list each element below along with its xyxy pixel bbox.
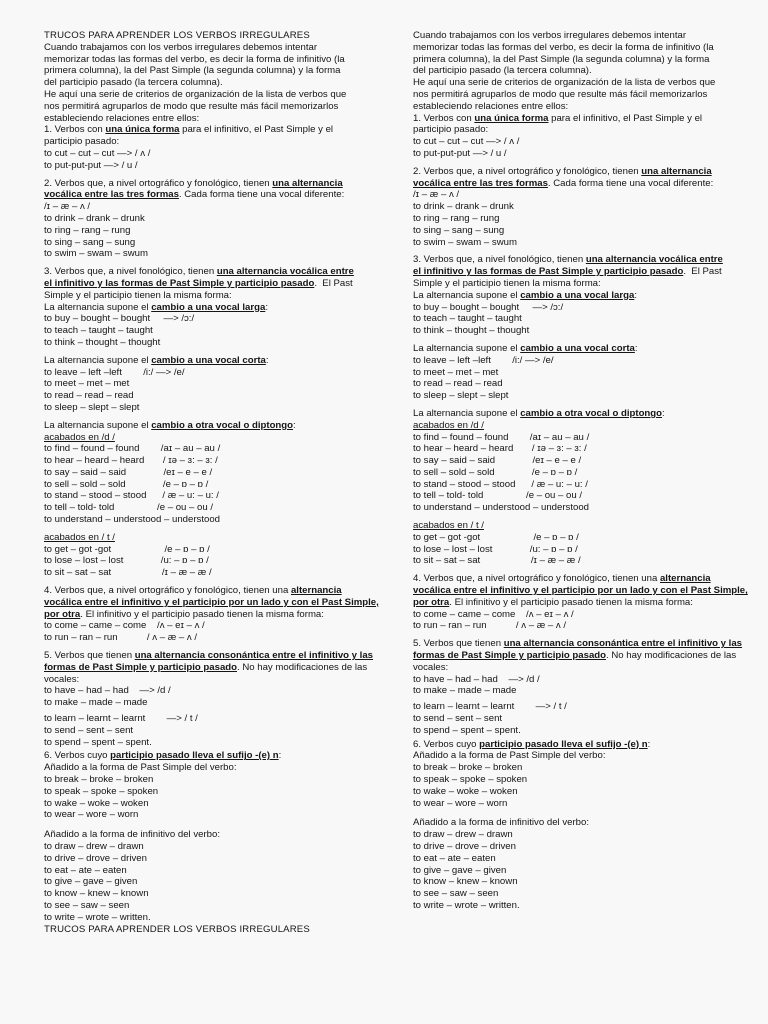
verb-line: to leave – left –left /i:/ —> /e/ [44, 366, 185, 378]
keyword: formas de Past Simple y participio pasado [413, 650, 606, 662]
intro-line: He aquí una serie de criterios de organización de la lista de verbos que [44, 88, 347, 100]
verb-line: to wake – woke – woken [413, 785, 518, 797]
verb-line: to come – came – come /ʌ – eɪ – ʌ / [44, 620, 205, 632]
text: : [634, 289, 637, 301]
verb-line: to run – ran – run / ʌ – æ – ʌ / [413, 620, 567, 632]
intro-line: estableciendo relaciones entre ellos: [413, 100, 569, 112]
verb-line: to drive – drove – driven [413, 841, 516, 852]
text: . Cada forma tiene una vocal diferente: [547, 177, 714, 189]
column-right [413, 30, 761, 912]
keyword: vocálica entre las tres formas [44, 189, 179, 201]
section-4-line2: vocálica entre el infinitivo y el participio por un lado y con el Past Simple, [413, 585, 748, 597]
verb-line: to stand – stood – stood / æ – u: – u: / [44, 490, 219, 502]
section-5-line3: vocales: [44, 673, 80, 685]
verb-line: to teach – taught – taught [413, 313, 522, 325]
section-5-line3: vocales: [413, 661, 449, 673]
section-4-heading [413, 573, 761, 585]
text: : [662, 407, 665, 419]
verb-line: to hear – heard – heard / ɪə – ɜ: – ɜ: / [44, 455, 218, 467]
intro-line: nos permitirá agruparlos de modo que resulte más fácil memorizarlos [44, 100, 339, 112]
verb-line: to say – said – said /eɪ – e – e / [44, 466, 213, 478]
verb-line: to get – got -got /e – ɒ – ɒ / [44, 543, 210, 555]
verb-line: to put-put-put —> / u / [413, 147, 507, 159]
verb-line: to meet – met – met [44, 378, 130, 390]
verb-line: to have – had – had —> /d / [44, 685, 171, 697]
keyword: cambio a otra vocal o diptongo [151, 419, 294, 431]
keyword: una única forma [105, 124, 180, 136]
verb-line: to meet – met – met [413, 366, 499, 378]
verb-line: to speak – spoke – spoken [413, 774, 528, 786]
verb-line: to draw – drew – drawn [413, 829, 513, 841]
keyword: alternancia [290, 585, 342, 597]
intro-line: Cuando trabajamos con los verbos irregulares debemos intentar [44, 41, 318, 53]
section-1-line2: participio pasado: [44, 136, 120, 148]
keyword: participio pasado lleva el sufijo -(e) n [110, 750, 279, 762]
section-number: 3. [44, 266, 53, 278]
keyword: una única forma [474, 112, 549, 124]
verb-line: to sell – sold – sold /e – ɒ – ɒ / [413, 466, 578, 478]
section-number: 4. [413, 573, 422, 585]
verb-line: to find – found – found /aɪ – au – au / [44, 443, 221, 455]
keyword: cambio a una vocal larga [520, 289, 635, 301]
text: Verbos cuyo [52, 750, 111, 762]
intro-line: nos permitirá agruparlos de modo que resulte más fácil memorizarlos [413, 88, 708, 100]
keyword: el infinitivo y las formas de Past Simple y participio pasado [413, 266, 684, 278]
verb-line: to say – said – said /eɪ – e – e / [413, 455, 582, 467]
spacer [44, 821, 392, 829]
document-title: TRUCOS PARA APRENDER LOS VERBOS IRREGULARES [44, 30, 310, 41]
verb-line: to eat – ate – eaten [44, 864, 127, 876]
verb-line: to sleep – slept – slept [44, 401, 140, 413]
section-3-line2 [44, 278, 392, 290]
section-number: 2. [413, 165, 422, 177]
subheading-infinitive: Añadido a la forma de infinitivo del verbo: [413, 817, 589, 829]
subheading-past: Añadido a la forma de Past Simple del verbo: [44, 762, 237, 774]
verb-line: to send – sent – sent [44, 724, 134, 736]
text: Verbos con [421, 112, 475, 124]
verb-line: to give – gave – given [413, 864, 507, 876]
keyword: formas de Past Simple y participio pasado [44, 661, 237, 673]
verb-line: to make – made – made [413, 685, 517, 697]
verb-line: to wake – woke – woken [44, 797, 149, 809]
verb-line: to get – got -got /e – ɒ – ɒ / [413, 531, 579, 543]
verb-line: to tell – told- told /e – ou – ou / [413, 490, 583, 502]
intro-line: memorizar todas las formas del verbo, es decir la forma de infinitivo (la [413, 41, 714, 53]
verb-line: to wear – wore – worn [44, 809, 139, 821]
ending-d-heading: acabados en /d / [44, 431, 115, 443]
vowel-long-heading [44, 302, 392, 314]
section-3-line3: Simple y el participio tienen la misma forma: [413, 277, 601, 289]
text: La alternancia supone el [413, 289, 521, 301]
keyword: vocálica entre las tres formas [413, 177, 548, 189]
verb-line: to cut – cut – cut —> / ʌ / [44, 147, 151, 159]
text: Verbos que, a nivel ortográfico y fonológico, tienen [421, 165, 642, 177]
text: Verbos cuyo [421, 738, 480, 750]
text: : [278, 750, 282, 762]
verb-line: to ring – rang – rung [44, 224, 131, 236]
verb-line: to tell – told- told /e – ou – ou / [44, 502, 214, 514]
verb-line: to lose – lost – lost /u: – ɒ – ɒ / [413, 543, 578, 555]
verb-line: to stand – stood – stood / æ – u: – u: / [413, 478, 588, 490]
text: : [265, 301, 268, 313]
section-2-heading [44, 178, 392, 190]
verb-line: to drink – drank – drunk [413, 201, 514, 213]
section-number: 6. [413, 738, 422, 750]
keyword: una alternancia vocálica entre [216, 266, 354, 278]
section-1-line2: participio pasado: [413, 124, 489, 136]
intro-line: primera columna), la del Past Simple (la segunda columna) y la forma [44, 65, 341, 77]
text: Verbos que, a nivel fonológico, tienen [421, 254, 586, 266]
text: : [293, 419, 296, 431]
verb-line: to have – had – had —> /d / [413, 673, 540, 685]
section-number: 3. [413, 254, 422, 266]
verb-line: to leave – left –left /i:/ —> /e/ [413, 354, 554, 366]
text: . El Past [314, 277, 353, 289]
vowel-short-heading [44, 355, 392, 367]
verb-line: to make – made – made [44, 697, 148, 709]
text: . El infinitivo y el participio pasado tienen la misma forma: [449, 596, 693, 608]
verb-line: to write – wrote – written. [413, 899, 520, 911]
section-1-heading [413, 113, 761, 125]
text: . No hay modificaciones de las [606, 650, 737, 662]
keyword: una alternancia [272, 177, 343, 189]
section-number: 5. [413, 638, 422, 650]
text: Verbos que, a nivel fonológico, tienen [52, 266, 217, 278]
verb-line: to lose – lost – lost /u: – ɒ – ɒ / [44, 555, 209, 567]
verb-line: to give – gave – given [44, 876, 138, 888]
section-3-line3: Simple y el participio tienen la misma forma: [44, 289, 232, 301]
verb-line: to send – sent – sent [413, 713, 503, 725]
verb-line: to wear – wore – worn [413, 797, 508, 809]
vowel-long-heading [413, 290, 761, 302]
verb-line: to spend – spent – spent. [413, 724, 521, 736]
diphthong-heading [413, 408, 761, 420]
intro-line: Cuando trabajamos con los verbos irregulares debemos intentar [413, 30, 687, 41]
keyword: una alternancia vocálica entre [585, 254, 723, 266]
verb-line: to break – broke – broken [44, 774, 154, 786]
verb-line: to ring – rang – rung [413, 212, 500, 224]
text: Verbos que tienen [52, 650, 135, 662]
section-5-line2 [413, 650, 761, 662]
verb-line: to eat – ate – eaten [413, 852, 496, 864]
keyword: una alternancia consonántica entre el infinitivo y las [134, 650, 374, 662]
column-left [44, 30, 392, 935]
section-6-heading [44, 750, 392, 762]
verb-line: /ɪ – æ – ʌ / [44, 201, 91, 213]
verb-line: to learn – learnt – learnt —> / t / [44, 713, 198, 725]
keyword: cambio a una vocal larga [151, 301, 266, 313]
verb-line: to sing – sang – sung [44, 236, 136, 248]
verb-line: to think – thought – thought [44, 336, 161, 348]
vowel-short-heading [413, 343, 761, 355]
keyword: alternancia [659, 573, 711, 585]
verb-line: to see – saw – seen [413, 888, 499, 900]
subheading-infinitive: Añadido a la forma de infinitivo del verbo: [44, 829, 220, 841]
text: Verbos con [52, 124, 106, 136]
keyword: cambio a otra vocal o diptongo [520, 407, 663, 419]
intro-line: estableciendo relaciones entre ellos: [44, 112, 200, 124]
ending-t-heading: acabados en / t / [44, 531, 115, 543]
section-3-heading [413, 254, 761, 266]
document-footer-title: TRUCOS PARA APRENDER LOS VERBOS IRREGULARES [44, 923, 310, 935]
verb-line: to swim – swam – swum [413, 236, 517, 248]
text: Verbos que, a nivel ortográfico y fonológico, tienen [52, 177, 273, 189]
section-2-line2 [413, 178, 761, 190]
verb-line: to spend – spent – spent. [44, 736, 152, 748]
keyword: el infinitivo y las formas de Past Simple y participio pasado [44, 277, 315, 289]
intro-line: del participio pasado (la tercera columna). [44, 77, 223, 89]
section-3-heading [44, 266, 392, 278]
verb-line: to find – found – found /aɪ – au – au / [413, 431, 590, 443]
verb-line: to read – read – read [44, 390, 134, 402]
section-5-heading [413, 638, 761, 650]
section-4-line3 [413, 597, 761, 609]
text: La alternancia supone el [413, 407, 521, 419]
verb-line: to sit – sat – sat /ɪ – æ – æ / [44, 567, 212, 579]
keyword: una alternancia [641, 165, 712, 177]
section-4-line2: vocálica entre el infinitivo y el participio por un lado y con el Past Simple, [44, 596, 379, 608]
verb-line: /ɪ – æ – ʌ / [413, 189, 460, 201]
verb-line: to draw – drew – drawn [44, 841, 144, 852]
verb-line: to hear – heard – heard / ɪə – ɜ: – ɜ: / [413, 443, 587, 455]
verb-line: to drive – drove – driven [44, 852, 147, 864]
section-1-heading [44, 124, 392, 136]
text: La alternancia supone el [44, 354, 152, 366]
section-3-line2 [413, 266, 761, 278]
text: Verbos que tienen [421, 638, 504, 650]
verb-line: to sit – sat – sat /ɪ – æ – æ / [413, 555, 581, 567]
verb-line: to learn – learnt – learnt —> / t / [413, 701, 567, 713]
text: para el infinitivo, el Past Simple y el [179, 124, 334, 136]
intro-line: memorizar todas las formas del verbo, es decir la forma de infinitivo (la [44, 53, 345, 65]
keyword: por otra [44, 608, 81, 620]
verb-line: to cut – cut – cut —> / ʌ / [413, 136, 520, 148]
verb-line: to see – saw – seen [44, 899, 130, 911]
verb-line: to teach – taught – taught [44, 325, 153, 337]
section-6-heading [413, 739, 761, 751]
section-5-heading [44, 650, 392, 662]
verb-line: to swim – swam – swum [44, 248, 148, 260]
text: La alternancia supone el [44, 419, 152, 431]
verb-line: to sell – sold – sold /e – ɒ – ɒ / [44, 478, 209, 490]
text: para el infinitivo, el Past Simple y el [548, 112, 703, 124]
text: : [265, 354, 269, 366]
verb-line: to sleep – slept – slept [413, 390, 509, 402]
text: La alternancia supone el [413, 342, 521, 354]
ending-t-heading: acabados en / t / [413, 520, 484, 532]
section-number: 1. [44, 124, 53, 136]
section-number: 5. [44, 650, 53, 662]
intro-line: He aquí una serie de criterios de organización de la lista de verbos que [413, 77, 716, 89]
verb-line: to think – thought – thought [413, 325, 530, 337]
verb-line: to break – broke – broken [413, 762, 523, 774]
ending-d-heading: acabados en /d / [413, 419, 484, 431]
text: . Cada forma tiene una vocal diferente: [178, 189, 345, 201]
section-number: 1. [413, 112, 422, 124]
diphthong-heading [44, 420, 392, 432]
verb-line: to buy – bought – bought —> /ɔ:/ [413, 301, 564, 313]
keyword: cambio a una vocal corta [520, 342, 635, 354]
keyword: una alternancia consonántica entre el infinitivo y las [503, 638, 743, 650]
section-number: 6. [44, 750, 53, 762]
verb-line: to drink – drank – drunk [44, 212, 145, 224]
intro-line: primera columna), la del Past Simple (la segunda columna) y la forma [413, 53, 710, 65]
section-4-line3 [44, 609, 392, 621]
verb-line: to understand – understood – understood [413, 502, 590, 514]
verb-line: to buy – bought – bought —> /ɔ:/ [44, 313, 195, 325]
keyword: por otra [413, 596, 450, 608]
verb-line: to know – knew – known [413, 876, 518, 888]
text: . El infinitivo y el participio pasado tienen la misma forma: [80, 608, 324, 620]
keyword: participio pasado lleva el sufijo -(e) n [479, 738, 648, 750]
section-number: 2. [44, 177, 53, 189]
verb-line: to understand – understood – understood [44, 514, 221, 526]
text: : [647, 738, 651, 750]
text: : [634, 342, 638, 354]
verb-line: to come – came – come /ʌ – eɪ – ʌ / [413, 608, 574, 620]
verb-line: to speak – spoke – spoken [44, 785, 159, 797]
section-number: 4. [44, 585, 53, 597]
verb-line: to run – ran – run / ʌ – æ – ʌ / [44, 632, 198, 644]
verb-line: to read – read – read [413, 378, 503, 390]
text: . No hay modificaciones de las [237, 661, 368, 673]
subheading-past: Añadido a la forma de Past Simple del verbo: [413, 750, 606, 762]
text: La alternancia supone el [44, 301, 152, 313]
text: Verbos que, a nivel ortográfico y fonológico, tienen una [421, 573, 660, 585]
section-2-heading [413, 166, 761, 178]
text: Verbos que, a nivel ortográfico y fonológico, tienen una [52, 585, 291, 597]
verb-line: to sing – sang – sung [413, 224, 505, 236]
verb-line: to put-put-put —> / u / [44, 159, 138, 171]
verb-line: to write – wrote – written. [44, 911, 151, 923]
spacer [413, 809, 761, 817]
section-2-line2 [44, 189, 392, 201]
section-5-line2 [44, 662, 392, 674]
verb-line: to know – knew – known [44, 888, 149, 900]
section-4-heading [44, 585, 392, 597]
intro-line: del participio pasado (la tercera columna). [413, 65, 592, 77]
text: . El Past [683, 266, 722, 278]
keyword: cambio a una vocal corta [151, 354, 266, 366]
